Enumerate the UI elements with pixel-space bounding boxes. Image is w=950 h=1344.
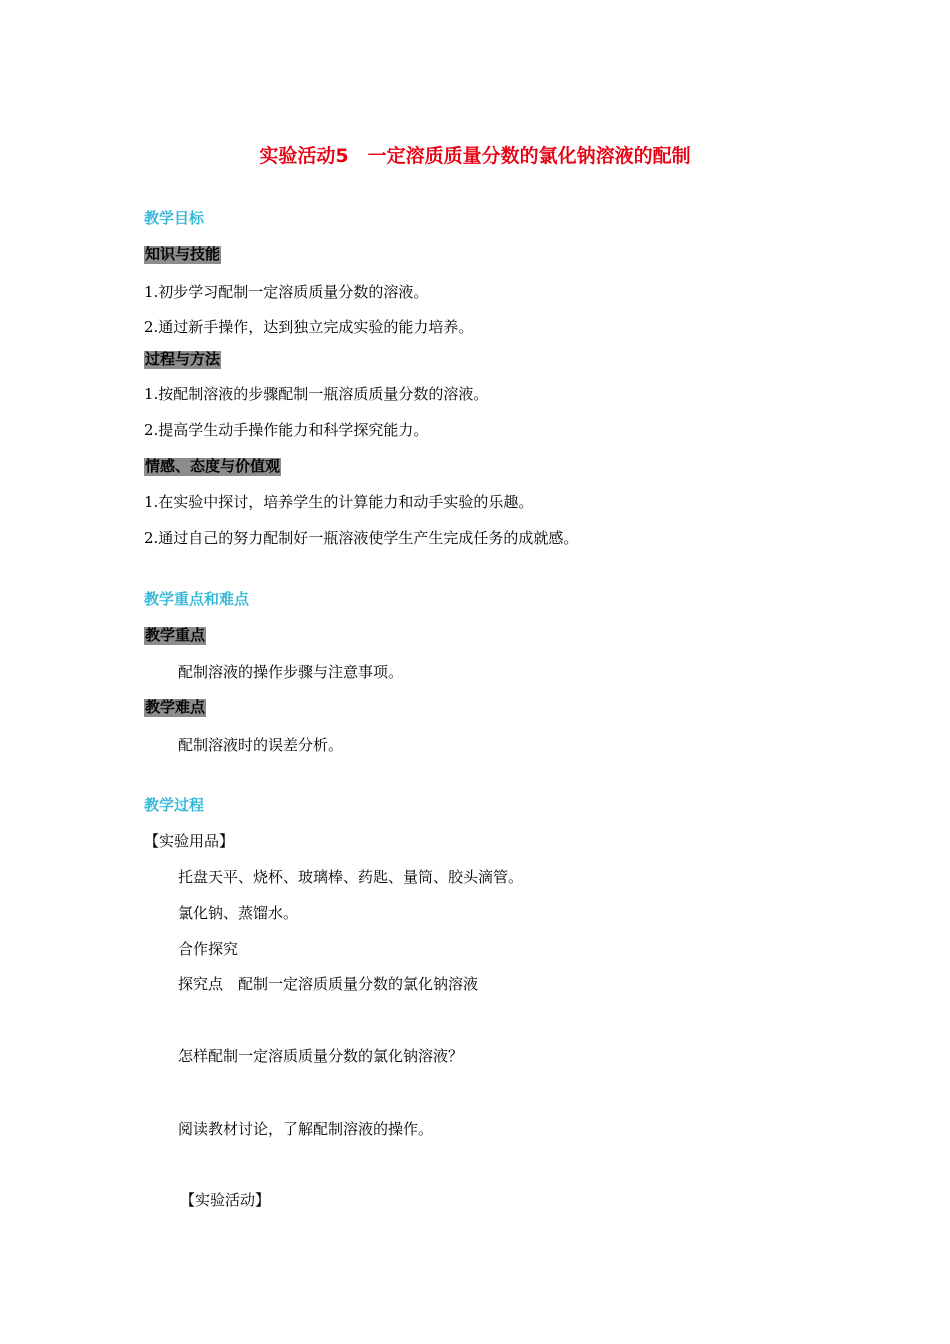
subheading-knowledge-skills: 知识与技能	[145, 245, 221, 263]
subheading-emotion-values: 情感、态度与价值观	[145, 457, 281, 475]
page-title: 实验活动5 一定溶质质量分数的氯化钠溶液的配制	[259, 145, 691, 167]
subheading-focus: 教学重点	[145, 626, 206, 644]
process-item-1: 1.按配制溶液的步骤配制一瓶溶质质量分数的溶液。	[144, 385, 489, 403]
subheading-difficulty: 教学难点	[145, 698, 206, 716]
difficulty-text: 配制溶液时的误差分析。	[178, 736, 344, 754]
focus-text: 配制溶液的操作步骤与注意事项。	[178, 663, 404, 681]
subheading-process-methods: 过程与方法	[145, 350, 221, 368]
emotion-item-1: 1.在实验中探讨，培养学生的计算能力和动手实验的乐趣。	[144, 493, 534, 511]
knowledge-item-1: 1.初步学习配制一定溶质质量分数的溶液。	[144, 283, 429, 301]
knowledge-item-2: 2.通过新手操作，达到独立完成实验的能力培养。	[144, 318, 474, 336]
explore-point: 探究点 配制一定溶质质量分数的氯化钠溶液	[178, 975, 479, 993]
supplies-line-1: 托盘天平、烧杯、玻璃棒、药匙、量筒、胶头滴管。	[178, 868, 524, 886]
cooperative-inquiry: 合作探究	[178, 940, 239, 958]
emotion-item-2: 2.通过自己的努力配制好一瓶溶液使学生产生完成任务的成就感。	[144, 529, 579, 547]
supplies-label: 【实验用品】	[144, 832, 235, 850]
section-heading-objectives: 教学目标	[144, 209, 205, 227]
section-heading-process: 教学过程	[144, 796, 205, 814]
activity-label: 【实验活动】	[180, 1191, 271, 1209]
process-item-2: 2.提高学生动手操作能力和科学探究能力。	[144, 421, 429, 439]
question-text: 怎样配制一定溶质质量分数的氯化钠溶液？	[178, 1047, 464, 1065]
reading-text: 阅读教材讨论，了解配制溶液的操作。	[178, 1120, 434, 1138]
supplies-line-2: 氯化钠、蒸馏水。	[178, 904, 299, 922]
section-heading-key-points: 教学重点和难点	[144, 590, 250, 608]
